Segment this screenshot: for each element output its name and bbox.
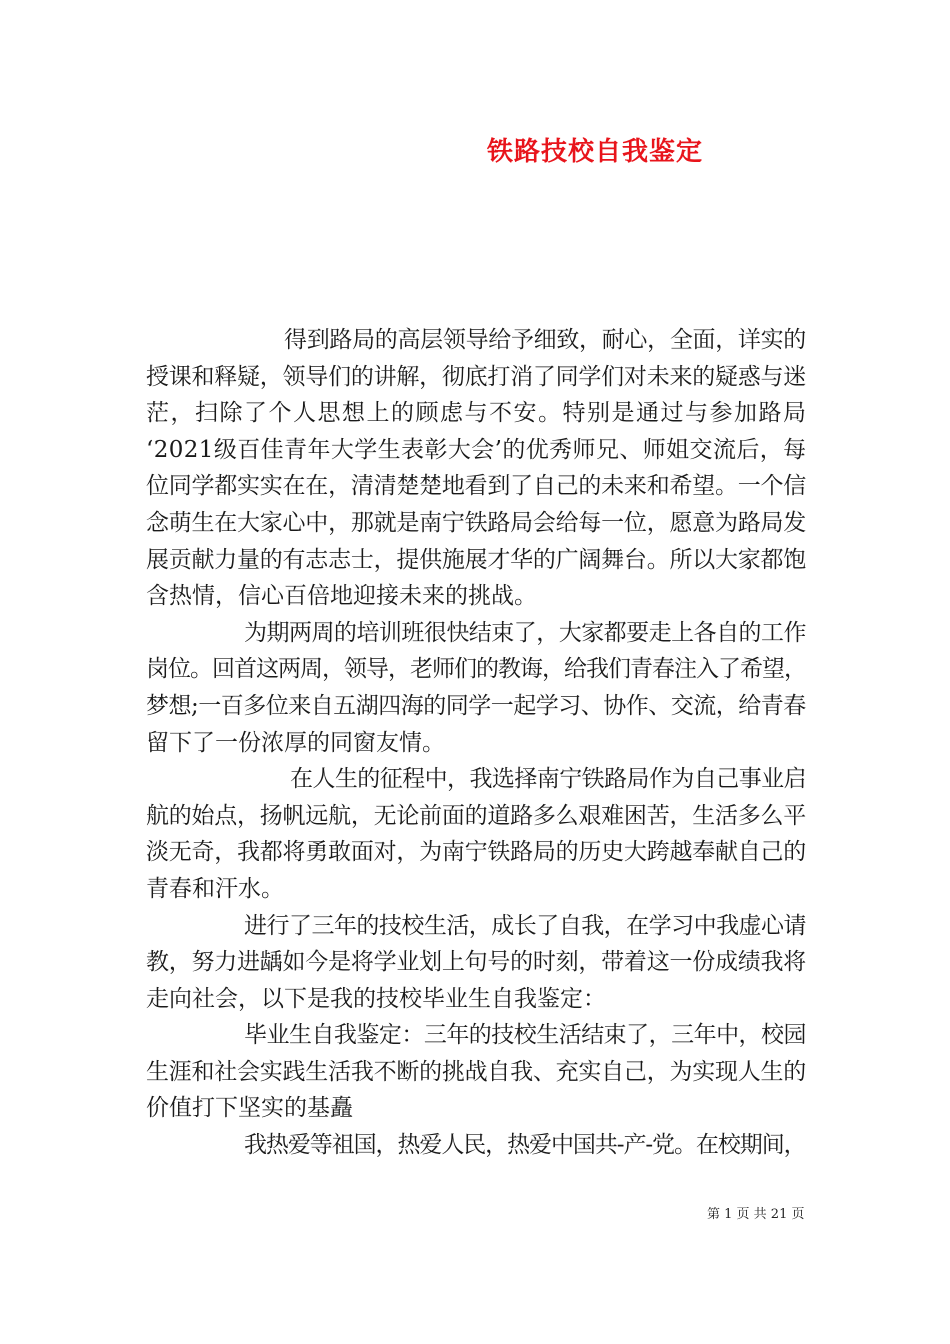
document-body [146,322,806,1164]
document-title: 铁路技校自我鉴定 [487,137,704,167]
text-line: 授课和释疑，领导们的讲解，彻底打消了同学们对未来的疑惑与迷 [146,363,806,390]
text-line: 展贡献力量的有志志士，提供施展才华的广阔舞台。所以大家都饱 [146,546,806,573]
body-paragraph [146,908,806,1018]
body-paragraph [146,615,806,761]
text-line: 在人生的征程中，我选择南宁铁路局作为自己事业启 [290,766,806,793]
page-number-footer: 第 1 页 共 21 页 [707,1207,805,1222]
text-line: 我热爱等祖国，热爱人民，热爱中国共-产-党。在校期间， [244,1132,806,1159]
text-line: 走向社会，以下是我的技校毕业生自我鉴定： [146,985,606,1012]
text-line: 价值打下坚实的基矗 [146,1095,353,1122]
text-line: 毕业生自我鉴定：三年的技校生活结束了，三年中，校园 [244,1022,807,1049]
text-line: 位同学都实实在在，清清楚楚地看到了自己的未来和希望。一个信 [146,473,806,500]
text-line: 淡无奇，我都将勇敢面对，为南宁铁路局的历史大跨越奉献自己的 [146,839,806,866]
text-line: 教，努力进龋如今是将学业划上句号的时刻，带着这一份成绩我将 [146,949,806,976]
text-line: 青春和汗水。 [146,875,284,902]
body-paragraph [146,1127,806,1164]
text-line: 含热情，信心百倍地迎接未来的挑战。 [146,583,537,610]
text-line: 茫，扫除了个人思想上的顾虑与不安。特别是通过与参加路局 [146,400,808,427]
body-paragraph [146,761,806,907]
text-line: 留下了一份浓厚的同窗友情。 [146,729,445,756]
text-line: 梦想;一百多位来自五湖四海的同学一起学习、协作、交流，给青春 [146,692,806,719]
text-line: 进行了三年的技校生活，成长了自我，在学习中我虚心请 [244,912,807,939]
text-line: 岗位。回首这两周，领导，老师们的教诲，给我们青春注入了希望， [146,656,806,683]
text-line: 得到路局的高层领导给予细致，耐心，全面，详实的 [284,327,807,353]
body-paragraph [146,1017,806,1127]
text-line: 生涯和社会实践生活我不断的挑战自我、充实自己，为实现人生的 [146,1058,806,1085]
text-line: 航的始点，扬帆远航，无论前面的道路多么艰难困苦，生活多么平 [146,802,806,829]
text-line: 为期两周的培训班很快结束了，大家都要走上各自的工作 [244,619,807,646]
text-line: 念萌生在大家心中，那就是南宁铁路局会给每一位，愿意为路局发 [146,509,806,536]
body-paragraph [146,322,806,615]
text-line: ‘2021级百佳青年大学生表彰大会’的优秀师兄、师姐交流后，每 [146,436,807,463]
